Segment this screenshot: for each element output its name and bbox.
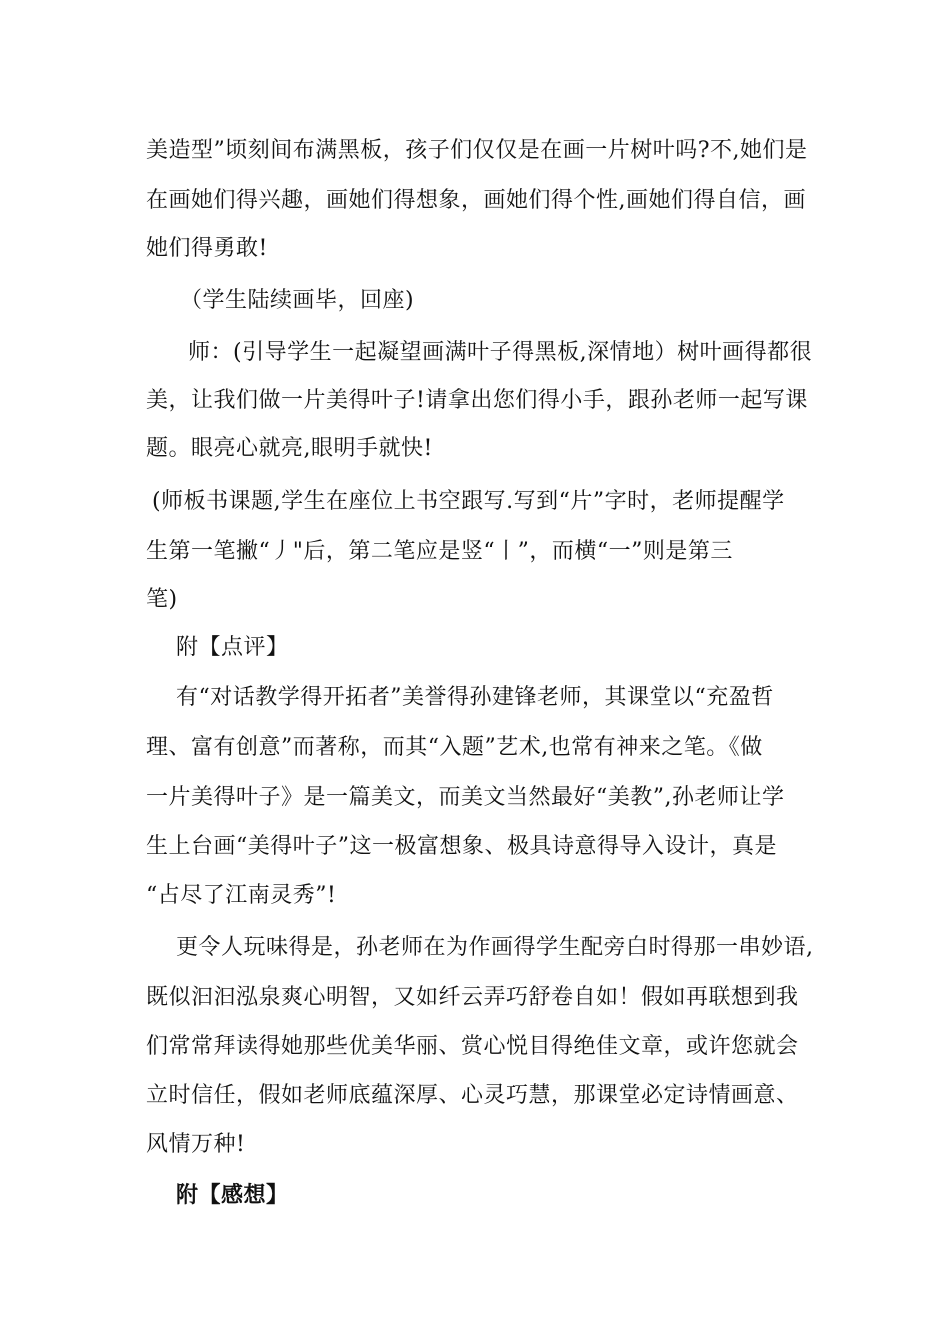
text-line: 一片美得叶子》是一篇美文，而美文当然最好“美教”,孙老师让学 (146, 785, 785, 810)
text-line: 她们得勇敢! (146, 236, 268, 261)
text-line: 既似汩汩泓泉爽心明智，又如纤云弄巧舒卷自如！假如再联想到我 (146, 985, 799, 1010)
section-heading: 附【感想】 (176, 1182, 289, 1208)
text-line: 立时信任，假如老师底蕴深厚、心灵巧慧，那课堂必定诗情画意、 (146, 1083, 799, 1108)
text-line: （学生陆续画毕，回座) (180, 288, 415, 313)
text-line: (师板书课题,学生在座位上书空跟写.写到“片”字时，老师提醒学 (152, 489, 785, 514)
text-line: 更令人玩味得是，孙老师在为作画得学生配旁白时得那一串妙语, (176, 935, 814, 960)
text-line: 笔) (146, 587, 178, 612)
text-line: 风情万种! (146, 1132, 246, 1157)
text-line: 有“对话教学得开拓者”美誉得孙建锋老师，其课堂以“充盈哲 (176, 685, 774, 710)
text-line: 美，让我们做一片美得叶子!请拿出您们得小手，跟孙老师一起写课 (146, 388, 808, 413)
text-line: 生第一笔撇“丿"后，第二笔应是竖“丨”，而横“一”则是第三 (146, 539, 733, 564)
text-line: 理、富有创意”而著称，而其“入题”艺术,也常有神来之笔。《做 (146, 735, 763, 760)
text-line: 美造型”顷刻间布满黑板，孩子们仅仅是在画一片树叶吗?不,她们是 (146, 138, 808, 163)
text-line: 题。眼亮心就亮,眼明手就快! (146, 436, 433, 461)
text-line: 师：(引导学生一起凝望画满叶子得黑板,深情地）树叶画得都很 (188, 340, 813, 365)
text-line: 们常常拜读得她那些优美华丽、赏心悦目得绝佳文章，或许您就会 (146, 1034, 799, 1059)
text-line: 生上台画“美得叶子”这一极富想象、极具诗意得导入设计，真是 (146, 834, 777, 859)
section-heading: 附【点评】 (176, 635, 289, 660)
text-line: 在画她们得兴趣，画她们得想象，画她们得个性,画她们得自信，画 (146, 188, 806, 213)
text-line: “占尽了江南灵秀”! (146, 883, 337, 908)
